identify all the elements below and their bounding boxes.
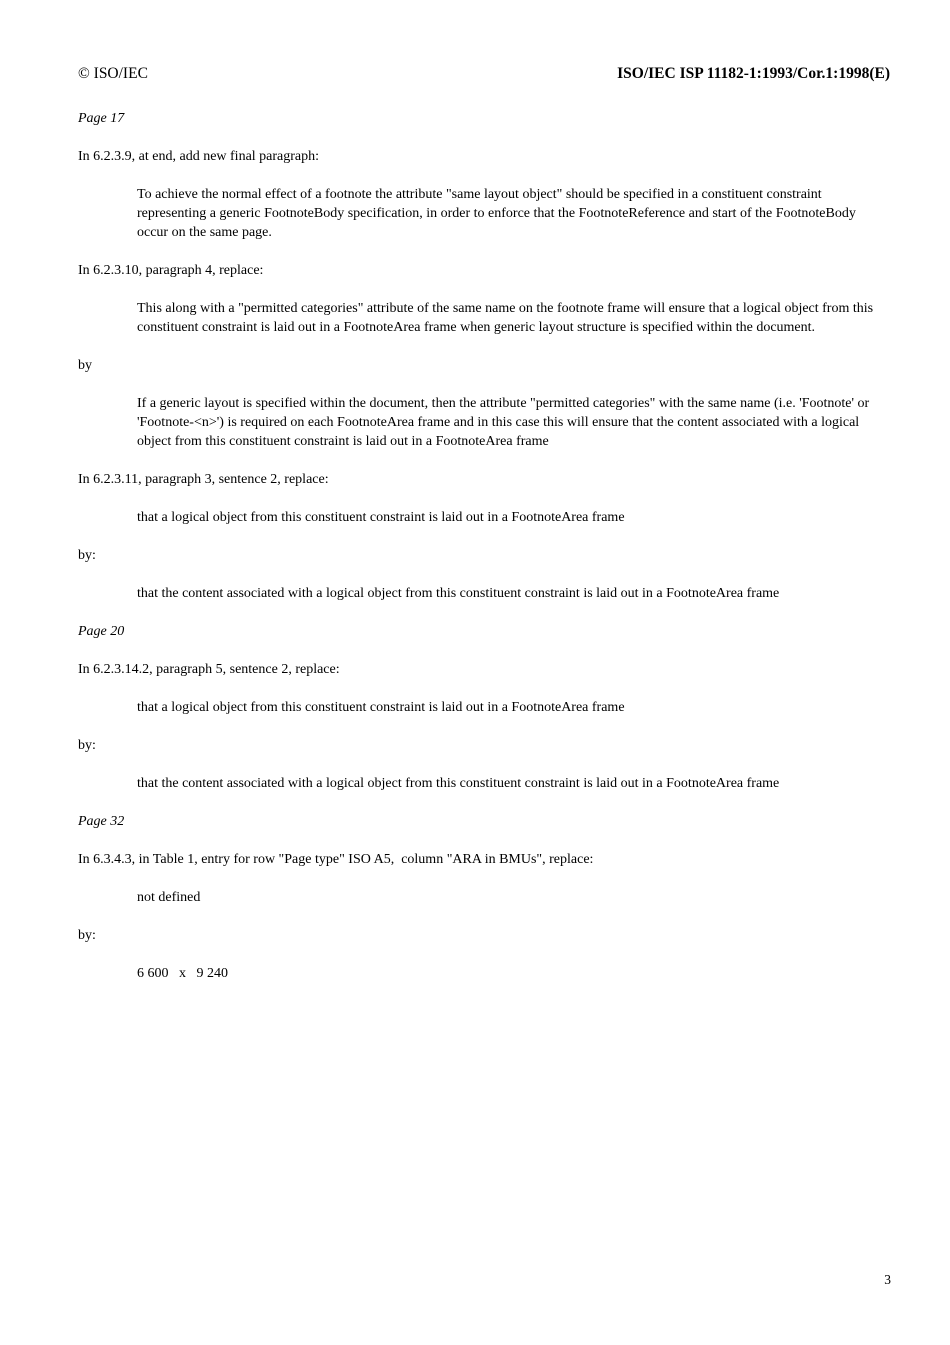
edit-instruction: In 6.2.3.9, at end, add new final paragraph: [78,149,320,164]
connector-word: by: [78,928,96,943]
quoted-text-block: 6 600 x 9 240 [137,966,228,981]
quoted-text-block: If a generic layout is specified within the document, then the attribute "permitted categories" with the same name (i.e. 'Footnote' or 'Footnote-<n>') is required on each FootnoteArea frame and in this case this will ensure that the content associated with a logical object from this constituent constraint is laid out in a FootnoteArea frame [137,396,873,449]
quoted-text-block: that a logical object from this constituent constraint is laid out in a FootnoteArea frame [137,510,625,525]
edit-instruction: In 6.2.3.10, paragraph 4, replace: [78,263,264,278]
edit-instruction: In 6.3.4.3, in Table 1, entry for row "Page type" ISO A5, column "ARA in BMUs", replace: [78,852,594,867]
page-reference-heading: Page 17 [78,111,125,126]
quoted-text-block: that the content associated with a logical object from this constituent constraint is laid out in a FootnoteArea frame [137,776,780,791]
document-reference: ISO/IEC ISP 11182-1:1993/Cor.1:1998(E) [617,65,890,82]
page-reference-heading: Page 20 [78,624,125,639]
copyright-notice: © ISO/IEC [78,65,148,82]
document-body [78,109,890,983]
page-number: 3 [884,1272,891,1287]
page-reference-heading: Page 32 [78,814,125,829]
quoted-text-block: that the content associated with a logical object from this constituent constraint is laid out in a FootnoteArea frame [137,586,780,601]
quoted-text-block: that a logical object from this constituent constraint is laid out in a FootnoteArea frame [137,700,625,715]
quoted-text-block: not defined [137,890,201,905]
edit-instruction: In 6.2.3.11, paragraph 3, sentence 2, replace: [78,472,329,487]
connector-word: by: [78,738,96,753]
connector-word: by: [78,548,96,563]
page-header [78,64,890,83]
quoted-text-block: To achieve the normal effect of a footnote the attribute "same layout object" should be specified in a constituent constraint representing a generic FootnoteBody specification, in order to enforce that the FootnoteReference and start of the FootnoteBody occur on the same page. [137,187,860,240]
connector-word: by [78,358,92,373]
quoted-text-block: This along with a "permitted categories" attribute of the same name on the footnote frame will ensure that a logical object from this constituent constraint is laid out in a FootnoteArea frame when generic layout structure is specified within the document. [137,301,877,335]
edit-instruction: In 6.2.3.14.2, paragraph 5, sentence 2, replace: [78,662,340,677]
